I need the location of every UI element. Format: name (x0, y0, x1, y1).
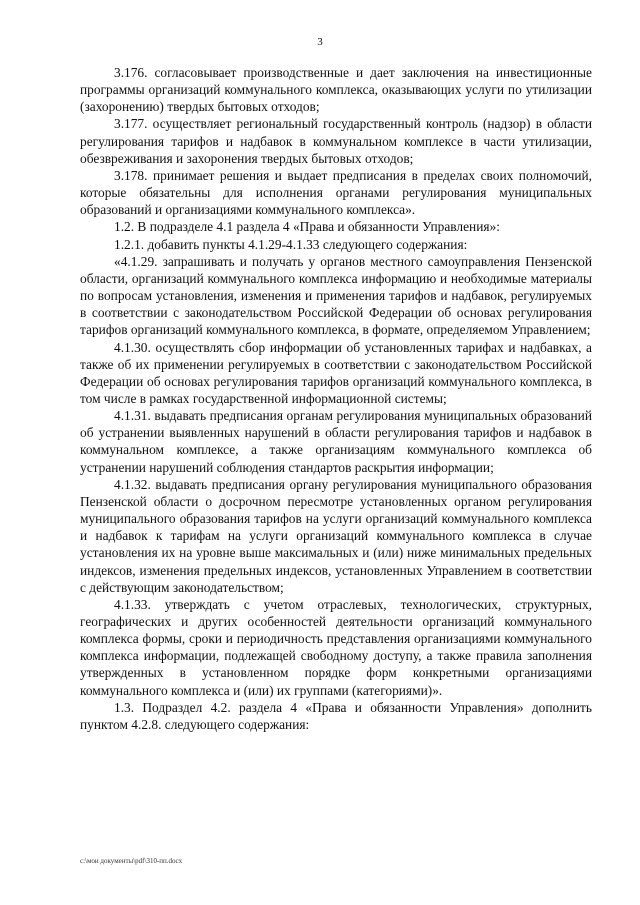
paragraph-4-1-30: 4.1.30. осуществлять сбор информации об установленных тарифах и надбавках, а также об их применении регулируемых в соответствии с законодательством Российской Федерации об основах регулирования тарифов организаций коммунального комплекса, в том числе в рамках государственной информационной системы; (80, 339, 592, 406)
paragraph-1-3: 1.3. Подраздел 4.2. раздела 4 «Права и обязанности Управления» дополнить пунктом 4.2.8. следующего содержания: (80, 699, 592, 732)
paragraph-4-1-32: 4.1.32. выдавать предписания органу регулирования муниципального образования Пензенской области о досрочном пересмотре установленных органом регулирования муниципального образования тарифов на услуги организаций коммунального комплекса и надбавок к тарифам на услуги организаций коммунального комплекса в случае установления их на уровне выше максимальных и (или) ниже минимальных предельных индексов, изменения предельных индексов, установленных Управлением в соответствии с действующим законодательством; (80, 476, 592, 595)
paragraph-1-2: 1.2. В подразделе 4.1 раздела 4 «Права и обязанности Управления»: (114, 219, 500, 235)
paragraph-1-2-1: 1.2.1. добавить пункты 4.1.29-4.1.33 следующего содержания: (114, 236, 468, 252)
paragraph-4-1-33: 4.1.33. утверждать с учетом отраслевых, технологических, структурных, географических и других особенностей деятельности организаций коммунального комплекса формы, сроки и периодичность представления организациями коммунального комплекса информации, подлежащей свободному доступу, а также правила заполнения утвержденных в установленном порядке форм конкретными организациями коммунального комплекса и (или) их группами (категориями)». (80, 596, 592, 698)
document-body (80, 64, 592, 733)
page-number: 3 (317, 36, 323, 48)
paragraph-4-1-29: «4.1.29. запрашивать и получать у органов местного самоуправления Пензенской области, организаций коммунального комплекса информацию и необходимые материалы по вопросам установления, изменения и применения тарифов и надбавок, регулируемых в соответствии с законодательством Российской Федерации об основах регулирования тарифов организаций коммунального комплекса, в формате, определяемом Управлением; (80, 253, 592, 338)
paragraph-3-176: 3.176. согласовывает производственные и дает заключения на инвестиционные программы организаций коммунального комплекса, оказывающих услуги по утилизации (захоронению) твердых бытовых отходов; (80, 65, 592, 115)
paragraph-3-178: 3.178. принимает решения и выдает предписания в пределах своих полномочий, которые обязательны для исполнения органами регулирования муниципальных образований и организациями коммунального комплекса». (80, 167, 592, 218)
paragraph-4-1-31: 4.1.31. выдавать предписания органам регулирования муниципальных образований об устранении выявленных нарушений в области регулирования тарифов и надбавок в коммунальном комплексе, а также организациям коммунального комплекса об устранении нарушений соблюдения стандартов раскрытия информации; (80, 408, 592, 475)
file-path-footer: c:\мои документы\pdf\310-пп.docx (80, 857, 183, 865)
paragraph-3-177: 3.177. осуществляет региональный государственный контроль (надзор) в области регулирования тарифов и надбавок в коммунальном комплексе в части утилизации, обезвреживания и захоронения твердых бытовых отходов; (80, 116, 592, 166)
